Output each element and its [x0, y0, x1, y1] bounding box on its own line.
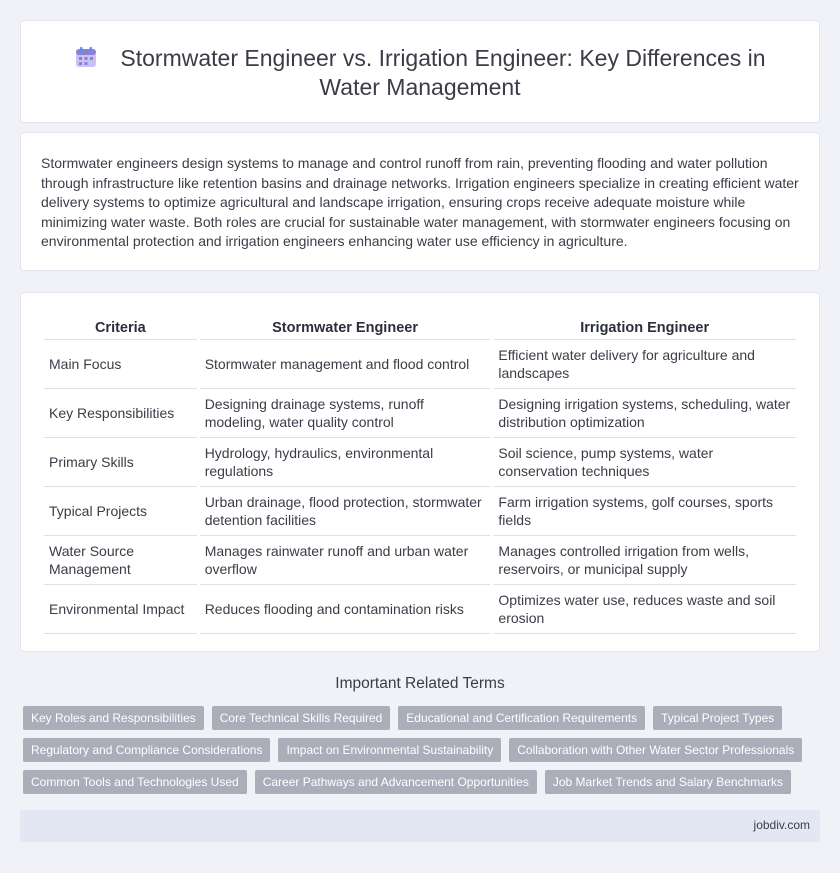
tag-row: [23, 706, 823, 730]
tag-link[interactable]: Collaboration with Other Water Sector Professionals: [509, 738, 802, 762]
row-criteria: Typical Projects: [44, 487, 197, 536]
footer-bar: [20, 810, 820, 842]
row-irrigation: Optimizes water use, reduces waste and soil erosion: [493, 585, 796, 634]
row-stormwater: Urban drainage, flood protection, stormwater detention facilities: [200, 487, 491, 536]
row-stormwater: Designing drainage systems, runoff modeling, water quality control: [200, 389, 491, 438]
table-row: [44, 487, 796, 536]
row-stormwater: Reduces flooding and contamination risks: [200, 585, 491, 634]
tag-link[interactable]: Core Technical Skills Required: [212, 706, 391, 730]
table-row: [44, 340, 796, 389]
tag-link[interactable]: Key Roles and Responsibilities: [23, 706, 204, 730]
tag-link[interactable]: Educational and Certification Requirements: [398, 706, 645, 730]
table-row: [44, 585, 796, 634]
table-row: [44, 438, 796, 487]
row-criteria: Primary Skills: [44, 438, 197, 487]
row-stormwater: Stormwater management and flood control: [200, 340, 491, 389]
calendar-icon: [74, 45, 98, 69]
row-irrigation: Efficient water delivery for agriculture and landscapes: [493, 340, 796, 389]
intro-card: [20, 132, 820, 271]
intro-paragraph: Stormwater engineers design systems to manage and control runoff from rain, preventing flooding and water pollution through infrastructure like retention basins and drainage networks. Irrigation engineers specialize in creating efficient water delivery systems to optimize agricultural and landscape irrigation, ensuring crops receive adequate moisture while minimizing water waste. Both roles are crucial for sustainable water management, with stormwater engineers focusing on environmental protection and irrigation engineers enhancing water use efficiency in agriculture.: [41, 155, 799, 250]
tag-row: [23, 738, 823, 762]
tag-link[interactable]: Job Market Trends and Salary Benchmarks: [545, 770, 791, 794]
tag-link[interactable]: Career Pathways and Advancement Opportunities: [255, 770, 537, 794]
footer-site-link[interactable]: jobdiv.com: [753, 818, 810, 832]
tag-link[interactable]: Impact on Environmental Sustainability: [278, 738, 501, 762]
header-stormwater: Stormwater Engineer: [200, 313, 491, 340]
related-terms-tags: [23, 706, 823, 802]
row-criteria: Environmental Impact: [44, 585, 197, 634]
comparison-table: [41, 313, 799, 634]
row-criteria: Main Focus: [44, 340, 197, 389]
row-irrigation: Soil science, pump systems, water conservation techniques: [493, 438, 796, 487]
row-stormwater: Hydrology, hydraulics, environmental regulations: [200, 438, 491, 487]
page-title: Stormwater Engineer vs. Irrigation Engineer: Key Differences in Water Management: [120, 45, 766, 100]
related-terms-title: Important Related Terms: [335, 675, 505, 692]
tag-link[interactable]: Regulatory and Compliance Considerations: [23, 738, 270, 762]
header-irrigation: Irrigation Engineer: [493, 313, 796, 340]
tag-row: [23, 770, 823, 794]
table-row: [44, 536, 796, 585]
page-title-container: [61, 44, 779, 102]
row-criteria: Water Source Management: [44, 536, 197, 585]
header-criteria: Criteria: [44, 313, 197, 340]
row-stormwater: Manages rainwater runoff and urban water overflow: [200, 536, 491, 585]
row-irrigation: Farm irrigation systems, golf courses, sports fields: [493, 487, 796, 536]
row-criteria: Key Responsibilities: [44, 389, 197, 438]
table-header-row: [44, 313, 796, 340]
comparison-card: [20, 292, 820, 652]
tag-link[interactable]: Typical Project Types: [653, 706, 782, 730]
row-irrigation: Designing irrigation systems, scheduling, water distribution optimization: [493, 389, 796, 438]
row-irrigation: Manages controlled irrigation from wells, reservoirs, or municipal supply: [493, 536, 796, 585]
header-card: [20, 20, 820, 123]
table-row: [44, 389, 796, 438]
tag-link[interactable]: Common Tools and Technologies Used: [23, 770, 247, 794]
